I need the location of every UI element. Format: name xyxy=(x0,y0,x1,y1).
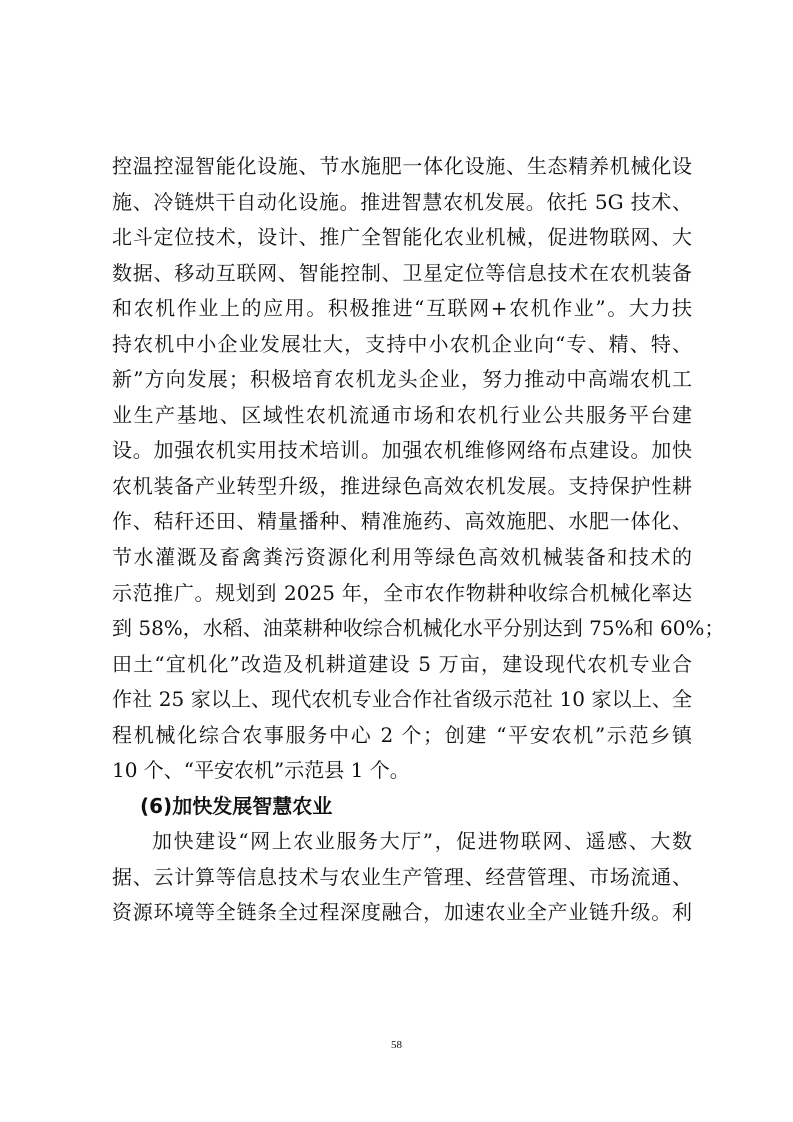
page-number: 58 xyxy=(391,1039,402,1051)
paragraph-line: 施、冷链烘干自动化设施。推进智慧农机发展。依托 5G 技术、 xyxy=(112,189,692,214)
paragraph-line: 持农机中小企业发展壮大，支持中小农机企业向“专、精、特、 xyxy=(112,331,692,356)
section-heading: (6)加快发展智慧农业 xyxy=(140,793,333,818)
paragraph-line: 北斗定位技术，设计、推广全智能化农业机械，促进物联网、大 xyxy=(112,225,692,250)
paragraph-line: 数据、移动互联网、智能控制、卫星定位等信息技术在农机装备 xyxy=(112,260,692,285)
paragraph-line: 10 个、“平安农机”示范县 1 个。 xyxy=(112,758,410,783)
paragraph-line: 据、云计算等信息技术与农业生产管理、经营管理、市场流通、 xyxy=(112,864,692,889)
text-body xyxy=(112,149,725,931)
paragraph-line: 到 58%，水稻、油菜耕种收综合机械化水平分别达到 75%和 60%； xyxy=(112,616,725,641)
paragraph-line: 示范推广。规划到 2025 年，全市农作物耕种收综合机械化率达 xyxy=(112,580,692,605)
paragraph-line: 农机装备产业转型升级，推进绿色高效农机发展。支持保护性耕 xyxy=(112,473,692,498)
paragraph-line: 业生产基地、区域性农机流通市场和农机行业公共服务平台建 xyxy=(112,402,692,427)
paragraph-line: 程机械化综合农事服务中心 2 个；创建 “平安农机”示范乡镇 xyxy=(112,722,692,747)
paragraph-line: 作社 25 家以上、现代农机专业合作社省级示范社 10 家以上、全 xyxy=(112,687,692,712)
paragraph-line: 资源环境等全链条全过程深度融合，加速农业全产业链升级。利 xyxy=(112,900,692,925)
paragraph-line: 控温控湿智能化设施、节水施肥一体化设施、生态精养机械化设 xyxy=(112,154,692,178)
paragraph-line: 加快建设“网上农业服务大厅”，促进物联网、遥感、大数 xyxy=(152,829,692,854)
paragraph-line: 设。加强农机实用技术培训。加强农机维修网络布点建设。加快 xyxy=(112,438,692,463)
paragraph-line: 作、秸秆还田、精量播种、精准施药、高效施肥、水肥一体化、 xyxy=(112,509,692,534)
paragraph-line: 和农机作业上的应用。积极推进“互联网+农机作业”。大力扶 xyxy=(112,296,692,321)
paragraph-line: 新”方向发展；积极培育农机龙头企业，努力推动中高端农机工 xyxy=(112,367,692,392)
paragraph-line: 节水灌溉及畜禽粪污资源化利用等绿色高效机械装备和技术的 xyxy=(112,545,692,570)
paragraph-line: 田土“宜机化”改造及机耕道建设 5 万亩，建设现代农机专业合 xyxy=(112,651,692,676)
